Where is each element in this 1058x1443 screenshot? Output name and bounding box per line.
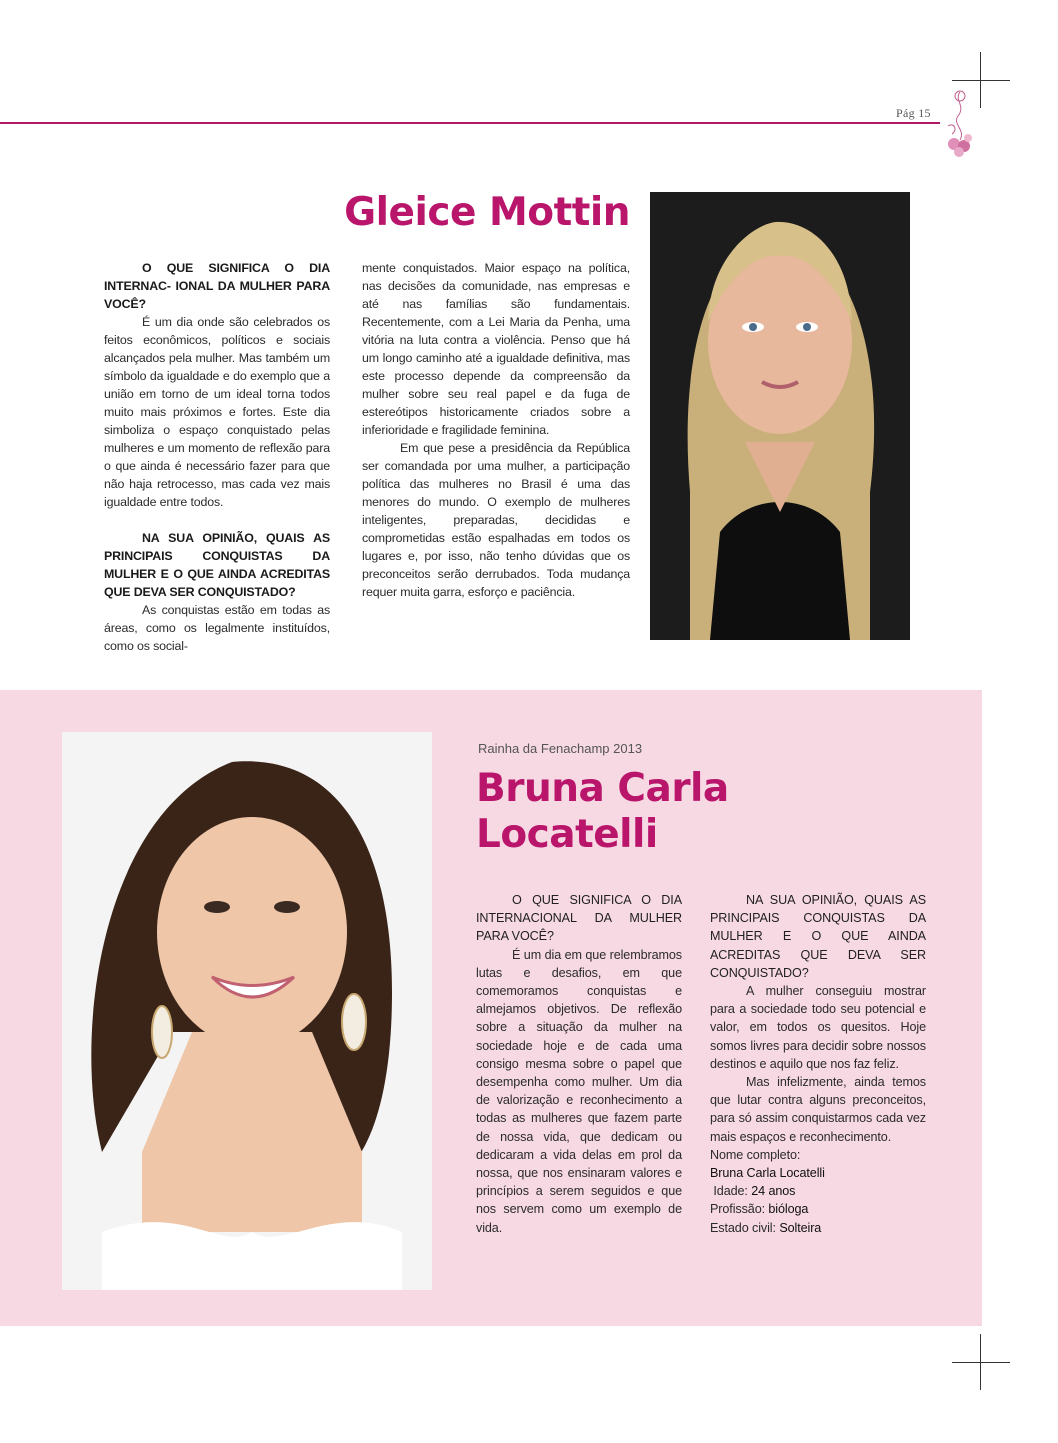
article2-title-line2: Locatelli — [476, 812, 658, 857]
article1-answer-3: Em que pese a presidência da República ser comandada por uma mulher, a participação política das mulheres no Brasil é uma das menores do mundo. O exemplo de mulheres inteligentes, preparadas, decididas e comprometidas estão espalhadas em todos os lugares e, por isso, não tenho dúvidas que os preconceitos serão derrubados. Toda mudança requer muita garra, esforço e paciência. — [362, 441, 630, 599]
article1-answer-2-continued: mente conquistados. Maior espaço na política, nas decisões da comunidade, nas empresas e até nas famílias são fundamentais. Recentemente, com a Lei Maria da Penha, uma vitória na luta contra a violência. Penso que há um longo caminho até a igualdade definitiva, mas este processo depende da compreensão da mulher sobre seu real papel e da fuga de estereótipos historicamente criados sobre a inferioridade e fragilidade feminina. — [362, 261, 630, 437]
crop-mark-bottom-v — [980, 1334, 981, 1390]
crop-mark-bottom-h — [952, 1362, 1010, 1363]
crop-mark-top-h — [952, 80, 1010, 81]
gleice-mottin-photo — [650, 192, 910, 640]
full-name-label: Nome completo: — [710, 1147, 801, 1162]
age-row — [710, 1182, 926, 1200]
article2-title-line1: Bruna Carla — [476, 766, 729, 811]
civil-status-label: Estado civil: — [710, 1220, 776, 1235]
article2-column-left — [476, 891, 682, 1237]
article2-subtitle: Rainha da Fenachamp 2013 — [478, 741, 643, 756]
page-number: Pág 15 — [896, 106, 931, 120]
civil-status-row — [710, 1219, 926, 1237]
article2-question-1: O QUE SIGNIFICA O DIA INTERNACIONAL DA MULHER PARA VOCÊ? — [476, 893, 682, 944]
article2-question-2: NA SUA OPINIÃO, QUAIS AS PRINCIPAIS CONQUISTAS DA MULHER E O QUE AINDA ACREDITAS QUE DEVA SER CONQUISTADO? — [710, 893, 926, 980]
bruna-locatelli-photo — [62, 732, 432, 1290]
header-rule — [0, 122, 940, 124]
article1-title: Gleice Mottin — [344, 190, 630, 235]
article1-column-left — [104, 259, 330, 655]
article2-column-right — [710, 891, 926, 1237]
article1-answer-2-start: As conquistas estão em todas as áreas, como os legalmente instituídos, como os social- — [104, 603, 330, 653]
profession-label: Profissão: — [710, 1202, 765, 1217]
article1-question-1: O QUE SIGNIFICA O DIA INTERNAC- IONAL DA MULHER PARA VOCÊ? — [104, 261, 330, 311]
age-label: Idade: — [713, 1184, 748, 1199]
full-name-value: Bruna Carla Locatelli — [710, 1166, 825, 1181]
article1-question-2: NA SUA OPINIÃO, QUAIS AS PRINCIPAIS CONQUISTAS DA MULHER E O QUE AINDA ACREDITAS QUE DEVA SER CONQUISTADO? — [104, 531, 330, 599]
article1-answer-1: É um dia onde são celebrados os feitos econômicos, políticos e sociais alcançados pela mulher. Mas também um símbolo da igualdade e do exemplo que a união em torno de um ideal torna todos muito mais próximos e fortes. Este dia simboliza o espaço conquistado pelas mulheres e um momento de reflexão para o que ainda é necessário fazer para que não haja retrocesso, mas cada vez mais igualdade entre todos. — [104, 315, 330, 509]
crop-mark-top-v — [980, 52, 981, 108]
article2-title — [476, 766, 896, 858]
profession-value: bióloga — [768, 1202, 809, 1217]
profession-row — [710, 1200, 926, 1218]
article1-column-right — [362, 259, 630, 601]
civil-status-value: Solteira — [779, 1220, 822, 1235]
article2-answer-3: Mas infelizmente, ainda temos que lutar contra alguns preconceitos, para só assim conquistarmos cada vez mais espaços e reconhecimento. — [710, 1075, 926, 1144]
age-value: 24 anos — [751, 1184, 796, 1199]
article2-answer-2: A mulher conseguiu mostrar para a sociedade todo seu potencial e valor, em todos os quesitos. Hoje somos livres para decidir sobre nossos destinos e aquilo que nos faz feliz. — [710, 984, 926, 1071]
flower-ornament-icon — [940, 86, 980, 158]
article2-answer-1: É um dia em que relembramos lutas e desafios, em que comemoramos conquistas e almejamos objetivos. De reflexão sobre a situação da mulher na sociedade hoje e de cada uma consigo mesma sobre o papel que desempenha como mulher. Um dia de valorização e reconhecimento a todas as mulheres que fazem parte de nossa vida, que dedicam ou dedicaram a vida delas em prol da nossa, que nos ensinaram valores e princípios a serem seguidos e que nos servem como um exemplo de vida. — [476, 947, 682, 1235]
